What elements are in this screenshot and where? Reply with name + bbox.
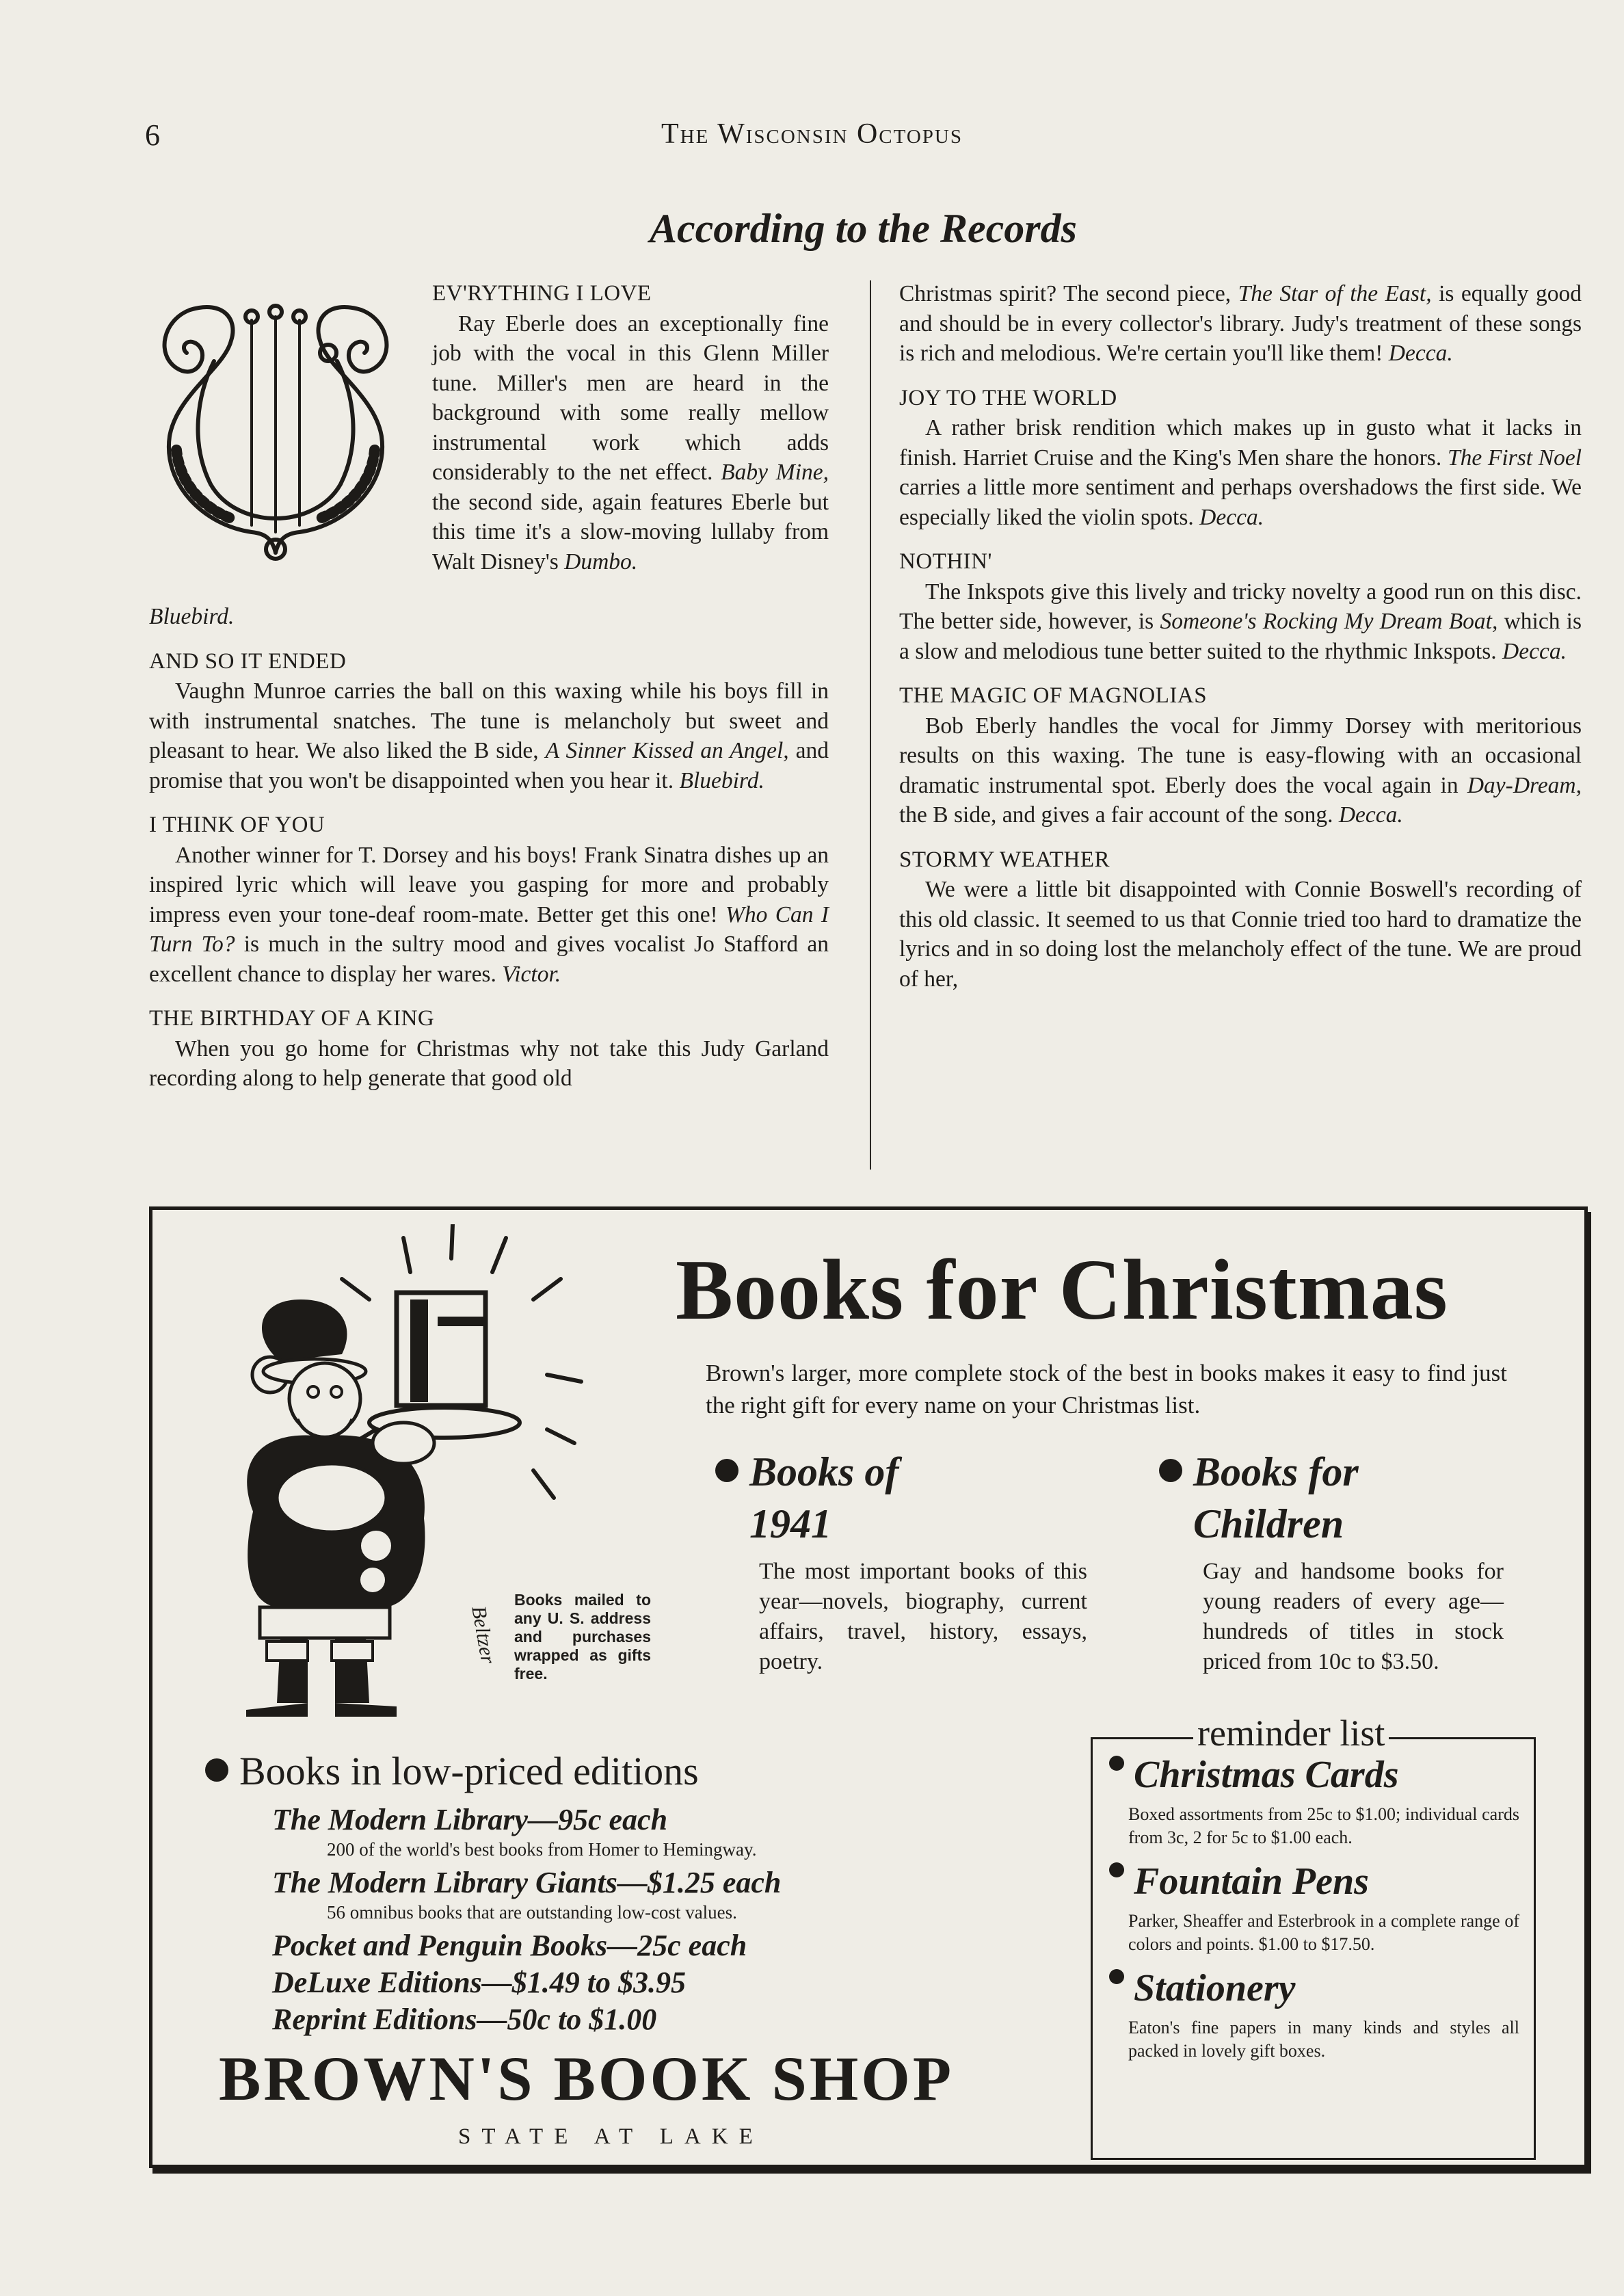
record-title: The First Noel bbox=[1447, 445, 1582, 471]
review-body: the B side, and gives a fair account of the song. bbox=[899, 802, 1333, 828]
review-body: When you go home for Christmas why not take this Judy Garland recording along to help generate that good old bbox=[149, 1035, 829, 1091]
reminder-list bbox=[1109, 1751, 1519, 2071]
edition-name: Reprint Editions—50c to $1.00 bbox=[272, 2003, 657, 2036]
bullet-icon bbox=[715, 1459, 738, 1482]
low-priced-heading bbox=[205, 1748, 699, 1794]
edition-name: Pocket and Penguin Books—25c each bbox=[272, 1929, 747, 1962]
record-label: Bluebird. bbox=[679, 767, 764, 793]
review-body: Bob Eberly handles the vocal for Jimmy Dorsey with meritorious results on this waxing. The tune is easy-flowing with an occasional dramatic instrumental spot. Eberly does the vocal again in bbox=[899, 713, 1582, 798]
review-body: the second side, again features Eberle but this time it's a slow-moving lullaby from Walt Disney's bbox=[432, 489, 829, 575]
review-body: A rather brisk rendition which makes up in gusto what it lacks in finish. Harriet Cruise and the King's Men share the honors. bbox=[899, 415, 1582, 471]
bullet-icon bbox=[1109, 1756, 1124, 1771]
review-body: which is a slow and melodious tune better suited to the rhythmic Inkspots. bbox=[899, 609, 1582, 664]
bullet-icon bbox=[1159, 1459, 1182, 1482]
bullet-icon bbox=[1109, 1969, 1124, 1984]
reminder-item-name: Christmas Cards bbox=[1134, 1754, 1399, 1796]
editions-list bbox=[272, 1802, 922, 2038]
reminder-item-name: Fountain Pens bbox=[1134, 1860, 1369, 1903]
record-title: Day-Dream, bbox=[1467, 772, 1582, 798]
reminder-item-desc: Boxed assortments from 25c to $1.00; individual cards from 3c, 2 for 5c to $1.00 each. bbox=[1128, 1804, 1519, 1847]
record-title: A Sinner Kissed an Angel, bbox=[545, 738, 789, 763]
review-body: Vaughn Munroe carries the ball on this waxing while his boys fill in with instrumental snatches. The tune is melancholy but sweet and pleasant to hear. We also liked the B side, bbox=[149, 678, 829, 763]
bullet-icon bbox=[1109, 1862, 1124, 1877]
record-title: Dumbo. bbox=[564, 549, 638, 575]
review-body: is much in the sultry mood and gives vocalist Jo Stafford an excellent chance to display her wares. bbox=[149, 932, 829, 987]
review-heading: EV'RYTHING I LOVE bbox=[432, 281, 652, 306]
review-heading: I THINK OF YOU bbox=[149, 813, 325, 837]
low-priced-label: Books in low-priced editions bbox=[239, 1749, 699, 1793]
review-body: is equally good and should be in every collector's library. Judy's treatment of these songs is rich and melodious. We're certain you'll like them! bbox=[899, 281, 1582, 366]
bullet-icon bbox=[205, 1758, 228, 1782]
record-label: Decca. bbox=[1388, 341, 1453, 366]
record-label: Decca. bbox=[1502, 638, 1567, 664]
review-body: Another winner for T. Dorsey and his boys! Frank Sinatra dishes up an inspired lyric which will leave you gasping for more and probably impress even your tone-deaf room-mate. Better get this one! bbox=[149, 842, 829, 927]
review-heading: THE MAGIC OF MAGNOLIAS bbox=[899, 683, 1208, 708]
review-body: Ray Eberle does an exceptionally fine job with the vocal in this Glenn Miller tune. Miller's men are heard in the background with some really mellow instrumental work which adds considerably to the net effect. bbox=[432, 311, 829, 485]
page-number: 6 bbox=[145, 118, 160, 152]
record-title: Someone's Rocking My Dream Boat, bbox=[1160, 609, 1498, 634]
right-column bbox=[899, 279, 1582, 994]
record-title: The Star of the East, bbox=[1238, 281, 1432, 306]
edition-name: DeLuxe Editions—$1.49 to $3.95 bbox=[272, 1966, 687, 1999]
review-heading: THE BIRTHDAY OF A KING bbox=[149, 1006, 435, 1031]
review-body: We were a little bit disappointed with Connie Boswell's recording of this old classic. It seemed to us that Connie tried too hard to dramatize the lyrics and in so doing lost the melancholy effect of the tune. We are proud of her, bbox=[899, 877, 1582, 992]
edition-desc: 56 omnibus books that are outstanding low-cost values. bbox=[327, 1902, 737, 1923]
books-for-children-block bbox=[1159, 1446, 1515, 1677]
reminder-item-desc: Eaton's fine papers in many kinds and styles all packed in lovely gift boxes. bbox=[1128, 2018, 1519, 2061]
reminder-list-title: reminder list bbox=[1193, 1712, 1389, 1754]
ad-intro: Brown's larger, more complete stock of the best in books makes it easy to find just the right gift for every name on your Christmas list. bbox=[706, 1360, 1507, 1418]
mailed-note: Books mailed to any U. S. address and purchases wrapped as gifts free. bbox=[514, 1591, 651, 1683]
edition-name: The Modern Library Giants—$1.25 each bbox=[272, 1866, 782, 1899]
reminder-item-name: Stationery bbox=[1134, 1967, 1296, 2009]
ad-title: Books for Christmas bbox=[676, 1243, 1448, 1338]
section-text: Gay and handsome books for young readers of every age—hundreds of titles in stock priced from 10c to $3.50. bbox=[1203, 1559, 1504, 1674]
review-heading: NOTHIN' bbox=[899, 549, 992, 574]
section-title: Books of 1941 bbox=[749, 1449, 899, 1546]
review-heading: JOY TO THE WORLD bbox=[899, 385, 1117, 410]
shop-address: STATE AT LAKE bbox=[458, 2124, 764, 2149]
column-divider bbox=[870, 280, 871, 1170]
review-body: Christmas spirit? The second piece, bbox=[899, 281, 1232, 306]
artist-signature: Beltzer bbox=[467, 1604, 500, 1665]
shop-name: BROWN'S BOOK SHOP bbox=[219, 2044, 955, 2113]
record-label: Bluebird. bbox=[149, 604, 235, 629]
review-heading: STORMY WEATHER bbox=[899, 847, 1110, 872]
edition-name: The Modern Library—95c each bbox=[272, 1803, 668, 1836]
record-label: Decca. bbox=[1199, 504, 1264, 530]
section-title: Books for Children bbox=[1193, 1449, 1359, 1546]
lyre-illustration bbox=[149, 279, 402, 573]
review-everything-i-love bbox=[432, 279, 829, 577]
review-heading: AND SO IT ENDED bbox=[149, 648, 347, 674]
section-text: The most important books of this year—novels, biography, current affairs, travel, history, essays, poetry. bbox=[759, 1559, 1087, 1674]
review-body: The Inkspots give this lively and tricky novelty a good run on this disc. The better side, however, is bbox=[899, 579, 1582, 634]
reminder-item-desc: Parker, Sheaffer and Esterbrook in a complete range of colors and points. $1.00 to $17.50. bbox=[1128, 1911, 1519, 1954]
record-label: Victor. bbox=[502, 961, 561, 987]
record-title: Baby Mine, bbox=[721, 460, 829, 485]
review-body: and promise that you won't be disappointed when you hear it. bbox=[149, 738, 829, 793]
running-head: The Wisconsin Octopus bbox=[661, 118, 963, 150]
edition-desc: 200 of the world's best books from Homer to Hemingway. bbox=[327, 1839, 757, 1860]
left-column bbox=[149, 602, 829, 1094]
books-of-1941-block bbox=[715, 1446, 1087, 1677]
article-title: According to the Records bbox=[650, 206, 1077, 251]
record-label: Decca. bbox=[1338, 802, 1403, 828]
review-body: carries a little more sentiment and perhaps overshadows the first side. We especially liked the violin spots. bbox=[899, 475, 1582, 530]
record-title: Who Can I Turn To? bbox=[149, 901, 829, 957]
